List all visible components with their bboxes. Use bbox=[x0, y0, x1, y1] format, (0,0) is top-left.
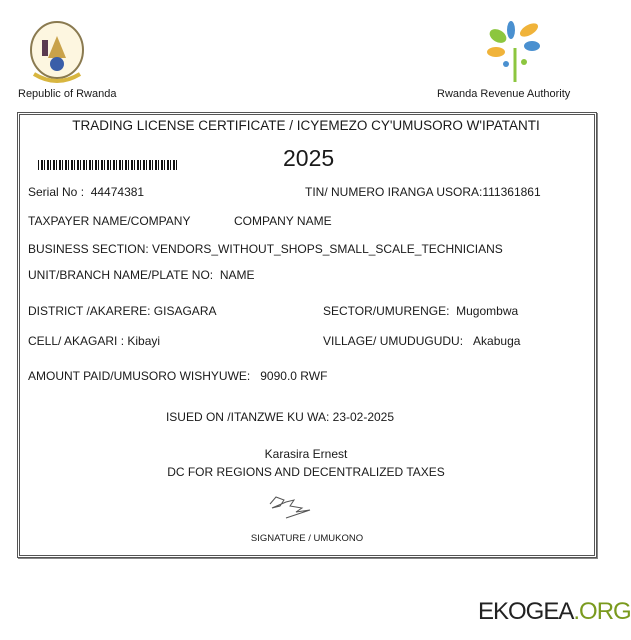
amount-value: 9090.0 RWF bbox=[260, 369, 328, 383]
serial-label: Serial No : bbox=[28, 185, 85, 199]
barcode bbox=[38, 160, 178, 170]
rra-logo-icon bbox=[484, 20, 546, 86]
certificate-year: 2025 bbox=[283, 145, 335, 171]
unit-value: NAME bbox=[219, 268, 255, 282]
rra-label: Rwanda Revenue Authority bbox=[437, 88, 571, 100]
unit-label: UNIT/BRANCH NAME/PLATE NO: bbox=[28, 268, 214, 282]
village-value: Akabuga bbox=[473, 334, 521, 348]
district: DISTRICT /AKARERE: GISAGARA bbox=[28, 304, 217, 318]
republic-of-rwanda-label: Republic of Rwanda bbox=[18, 88, 117, 100]
certificate-title: TRADING LICENSE CERTIFICATE / ICYEMEZO CY'UMUSORO W'IPATANTI bbox=[72, 118, 540, 133]
amount-label: AMOUNT PAID/UMUSORO WISHYUWE: bbox=[28, 369, 251, 383]
village-label: VILLAGE/ UMUDUGUDU: bbox=[323, 334, 464, 348]
taxpayer-label: TAXPAYER NAME/COMPANY bbox=[28, 214, 191, 228]
sector-label: SECTOR/UMURENGE: bbox=[323, 304, 450, 318]
rwanda-coat-of-arms-icon bbox=[26, 18, 88, 86]
signatory-name: Karasira Ernest bbox=[264, 447, 348, 461]
taxpayer-value: COMPANY NAME bbox=[234, 214, 332, 228]
issued-date: ISUED ON /ITANZWE KU WA: 23-02-2025 bbox=[165, 410, 395, 424]
signature-icon bbox=[266, 492, 318, 520]
signature-label: SIGNATURE / UMUKONO bbox=[250, 533, 364, 544]
business-section: BUSINESS SECTION: VENDORS_WITHOUT_SHOPS_SMALL_SCALE_TECHNICIANS bbox=[28, 242, 503, 256]
serial-value: 44474381 bbox=[90, 185, 145, 199]
signatory-title: DC FOR REGIONS AND DECENTRALIZED TAXES bbox=[167, 465, 445, 479]
cell: CELL/ AKAGARI : Kibayi bbox=[28, 334, 161, 348]
sector-value: Mugombwa bbox=[456, 304, 519, 318]
tin-number: TIN/ NUMERO IRANGA USORA:111361861 bbox=[305, 185, 541, 199]
watermark: EKOGEA.ORG bbox=[478, 598, 631, 625]
